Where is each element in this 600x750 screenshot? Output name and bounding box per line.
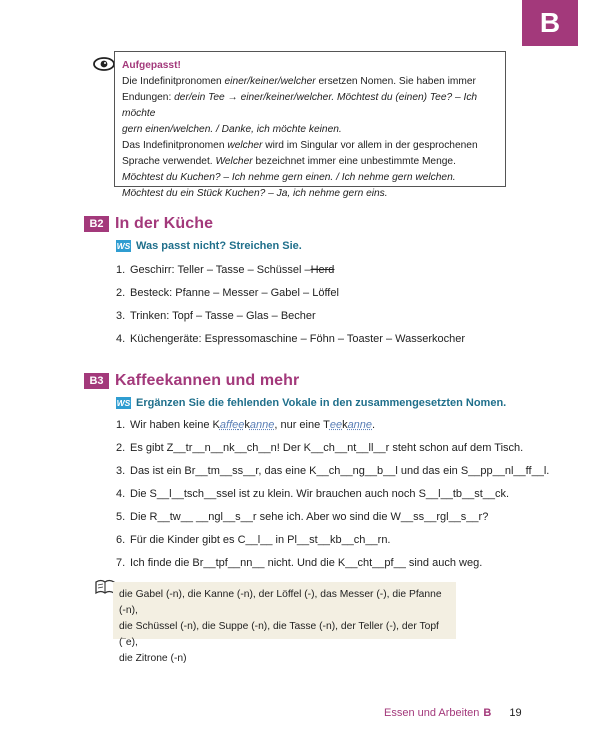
- tip-line-3: gern einen/welchen. / Danke, ich möchte keinen.: [122, 124, 342, 135]
- list-item: 1. Wir haben keine K affe e k anne , nur eine T e e k anne .: [116, 419, 376, 431]
- b3-instruction: WS Ergänzen Sie die fehlenden Vokale in den zusammengesetzten Nomen.: [116, 397, 507, 409]
- list-item: 2. Besteck: Pfanne – Messer – Gabel – Löffel: [116, 287, 339, 299]
- tip-line-1: Die Indefinitpronomen einer/keiner/welcher ersetzen Nomen. Sie haben immer: [122, 76, 476, 87]
- struck-word: Herd: [310, 264, 335, 276]
- list-item: 7. Ich finde die Br__tpf__nn__ nicht. Und die K__cht__pf__ sind auch weg.: [116, 557, 483, 569]
- list-item: 3. Das ist ein Br__tm__ss__r, das eine K__ch__ng__b__l und das ein S__pp__nl__ff__l.: [116, 465, 550, 477]
- page-number: 19: [509, 707, 522, 719]
- vocab-line-1: die Gabel (-n), die Kanne (-n), der Löffel (-), das Messer (-), die Pfanne (-n),: [119, 589, 442, 616]
- section-title: Kaffeekannen und mehr: [115, 372, 300, 389]
- tip-title: Aufgepasst!: [122, 60, 181, 71]
- footer-chapter-name: Essen und Arbeiten: [384, 707, 480, 719]
- tip-line-2: Endungen: der/ein Tee → einer/keiner/welcher. Möchtest du (einen) Tee? – Ich möchte: [122, 92, 478, 119]
- b3-list: [116, 419, 549, 580]
- ws-badge: WS: [116, 241, 131, 251]
- tip-line-6: Möchtest du Kuchen? – Ich nehme gern einen. / Ich nehme gern welchen.: [122, 172, 456, 183]
- vocab-line-3: die Zitrone (-n): [119, 653, 187, 664]
- vocabulary-box: [113, 582, 456, 664]
- tip-box: [114, 51, 506, 199]
- tip-line-4: Das Indefinitpronomen welcher wird im Singular vor allem in der gesprochenen: [122, 140, 478, 151]
- b2-instruction: WS Was passt nicht? Streichen Sie.: [116, 240, 302, 252]
- list-item: 4. Küchengeräte: Espressomaschine – Föhn – Toaster – Wasserkocher: [116, 333, 466, 345]
- list-item: 5. Die R__tw__ __ngl__s__r sehe ich. Aber wo sind die W__ss__rgl__s__r?: [116, 511, 489, 523]
- list-item: 1. Geschirr: Teller – Tasse – Schüssel – Herd: [116, 264, 335, 276]
- vocab-line-2: die Schüssel (-n), die Suppe (-n), die Tasse (-n), der Teller (-), der Topf (¨e),: [119, 621, 439, 648]
- page-footer: [384, 707, 522, 719]
- section-b2-header: [84, 215, 213, 233]
- footer-chapter-letter: B: [483, 707, 492, 719]
- section-title: In der Küche: [115, 215, 214, 232]
- section-badge: B3: [84, 373, 109, 389]
- eye-icon: [93, 56, 115, 72]
- list-item: 4. Die S__l__tsch__ssel ist zu klein. Wir brauchen auch noch S__l__tb__st__ck.: [116, 488, 510, 500]
- section-badge: B2: [84, 216, 109, 232]
- b2-list: [116, 264, 465, 356]
- list-item: 3. Trinken: Topf – Tasse – Glas – Becher: [116, 310, 316, 322]
- tip-line-5: Sprache verwendet. Welcher bezeichnet immer eine unbestimmte Menge.: [122, 156, 456, 167]
- ws-badge: WS: [116, 398, 131, 408]
- chapter-tab: B: [522, 0, 578, 46]
- section-b3-header: [84, 372, 299, 390]
- list-item: 6. Für die Kinder gibt es C__l__ in Pl__st__kb__ch__rn.: [116, 534, 391, 546]
- tip-line-7: Möchtest du ein Stück Kuchen? – Ja, ich nehme gern eins.: [122, 188, 388, 199]
- list-item: 2. Es gibt Z__tr__n__nk__ch__n! Der K__ch__nt__ll__r steht schon auf dem Tisch.: [116, 442, 524, 454]
